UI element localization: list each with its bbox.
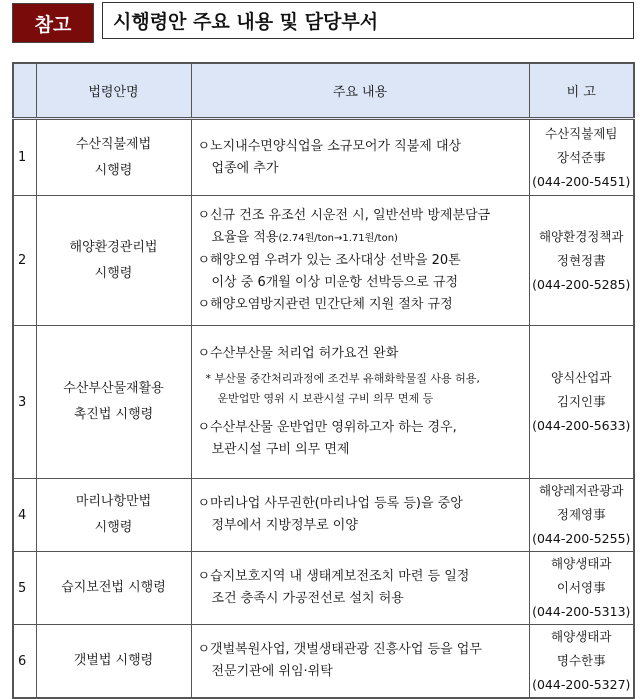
contact-person: 이서영事 — [556, 580, 606, 595]
content-text: ㅇ수산부산물 운반업만 영위하고자 하는 경우, — [197, 420, 457, 435]
law-name-line: 시행령 — [94, 265, 133, 281]
department: 수산직불제팀 — [545, 125, 618, 141]
content-line — [198, 566, 523, 588]
law-name — [36, 196, 191, 326]
law-name-line: 습지보전법 시행령 — [61, 580, 166, 595]
law-name-line: 갯벌법 시행령 — [73, 653, 154, 668]
phone-number: (044-200-5451) — [532, 173, 631, 189]
reference-badge: 참고 — [12, 3, 94, 43]
table-row — [13, 552, 634, 625]
table-row — [13, 326, 634, 479]
phone-number: (044-200-5633) — [532, 418, 631, 433]
row-number: 1 — [13, 119, 36, 196]
row-number: 6 — [13, 625, 36, 699]
content-line — [198, 493, 523, 515]
content-text: 운반업만 영위 시 보관시설 구비 의무 면제 등 — [217, 392, 434, 405]
content-text: ㅇ수산부산물 처리업 허가요건 완화 — [197, 346, 399, 361]
regulation-table — [12, 62, 635, 699]
main-content — [191, 479, 529, 552]
content-line — [198, 417, 523, 439]
table-row — [13, 625, 634, 699]
content-text: ㅇ해양오염 우려가 있는 조사대상 선박을 20톤 — [197, 253, 461, 268]
content-text: ㅇ신규 건조 유조선 시운전 시, 일반선박 방제분담금 — [197, 208, 491, 223]
col-remark: 비 고 — [529, 63, 634, 119]
content-text: ㅇ마리나업 사무권한(마리나업 등록 등)을 중앙 — [197, 496, 463, 511]
content-text: 정부에서 지방정부로 이양 — [211, 518, 358, 533]
content-line — [198, 639, 523, 661]
content-line — [198, 294, 523, 316]
phone-number: (044-200-5255) — [532, 531, 631, 546]
department: 해양레저관광과 — [538, 483, 624, 498]
col-no — [13, 63, 36, 119]
table-row — [13, 119, 634, 196]
main-content — [191, 196, 529, 326]
content-text: ㅇ노지내수면양식업을 소규모어가 직불제 대상 — [197, 138, 462, 154]
law-name — [36, 479, 191, 552]
content-line — [198, 661, 523, 683]
table-row — [13, 479, 634, 552]
law-name — [36, 326, 191, 479]
contact-person: 장석준事 — [556, 149, 606, 165]
department: 해양환경정책과 — [538, 228, 624, 244]
law-name — [36, 625, 191, 699]
contact-person: 김지인事 — [556, 394, 606, 409]
department: 양식산업과 — [551, 370, 612, 385]
content-text: 조건 충족시 가공전선로 설치 허용 — [211, 591, 404, 606]
law-name-line: 마리나항만법 — [75, 494, 152, 509]
note-line — [198, 369, 523, 389]
law-name-line: 시행령 — [94, 162, 133, 178]
contact-person: 정제영事 — [556, 507, 606, 522]
law-name-line: 해양환경관리법 — [69, 239, 158, 255]
row-number: 3 — [13, 326, 36, 479]
department: 해양생태과 — [551, 556, 612, 571]
note-line — [198, 389, 523, 409]
law-name-line: 수산부산물재활용 — [63, 381, 164, 396]
row-number: 4 — [13, 479, 36, 552]
content-line — [198, 136, 523, 158]
content-line — [198, 250, 523, 272]
law-name — [36, 552, 191, 625]
content-line — [198, 272, 523, 294]
content-text: 이상 중 6개월 이상 미운항 선박등으로 규정 — [211, 275, 459, 290]
rate-change: (2.74원/ton→1.71원/ton) — [278, 233, 398, 244]
content-text: 요율을 적용 — [211, 230, 279, 245]
law-name — [36, 119, 191, 196]
remark — [529, 196, 634, 326]
row-number: 2 — [13, 196, 36, 326]
remark — [529, 479, 634, 552]
content-line — [198, 439, 523, 461]
content-text: ㅇ갯벌복원사업, 갯벌생태관광 진흥사업 등을 업무 — [197, 642, 482, 657]
table-row — [13, 196, 634, 326]
content-text: 업종에 추가 — [211, 160, 279, 176]
law-name-line: 시행령 — [94, 520, 133, 535]
content-line — [198, 205, 523, 227]
content-line — [198, 158, 523, 180]
law-name-line: 수산직불제법 — [75, 136, 152, 152]
col-law: 법령안명 — [36, 63, 191, 119]
main-content — [191, 625, 529, 699]
content-text: 전문기관에 위임·위탁 — [211, 664, 333, 679]
law-name-line: 촉진법 시행령 — [73, 407, 154, 422]
contact-person: 정현정書 — [556, 252, 606, 268]
main-content — [191, 552, 529, 625]
department: 해양생태과 — [551, 629, 612, 644]
content-line — [198, 588, 523, 610]
table-header — [13, 63, 634, 119]
remark — [529, 625, 634, 699]
phone-number: (044-200-5285) — [532, 276, 631, 292]
remark — [529, 326, 634, 479]
content-text: * 부산물 중간처리과정에 조건부 유해화학물질 사용 허용, — [205, 372, 480, 385]
main-content — [191, 119, 529, 196]
content-text: ㅇ해양오염방지관련 민간단체 지원 절차 규정 — [197, 297, 453, 312]
row-number: 5 — [13, 552, 36, 625]
content-line — [198, 343, 523, 365]
remark — [529, 119, 634, 196]
content-line — [198, 515, 523, 537]
phone-number: (044-200-5327) — [532, 677, 631, 692]
phone-number: (044-200-5313) — [532, 604, 631, 619]
content-text: 보관시설 구비 의무 면제 — [211, 442, 350, 457]
main-content — [191, 326, 529, 479]
content-line — [198, 227, 523, 250]
content-text: ㅇ습지보호지역 내 생태계보전조치 마련 등 일정 — [197, 569, 470, 584]
page-title: 시행령안 주요 내용 및 담당부서 — [102, 2, 634, 39]
remark — [529, 552, 634, 625]
col-content: 주요 내용 — [191, 63, 529, 119]
contact-person: 명수한事 — [556, 653, 606, 668]
